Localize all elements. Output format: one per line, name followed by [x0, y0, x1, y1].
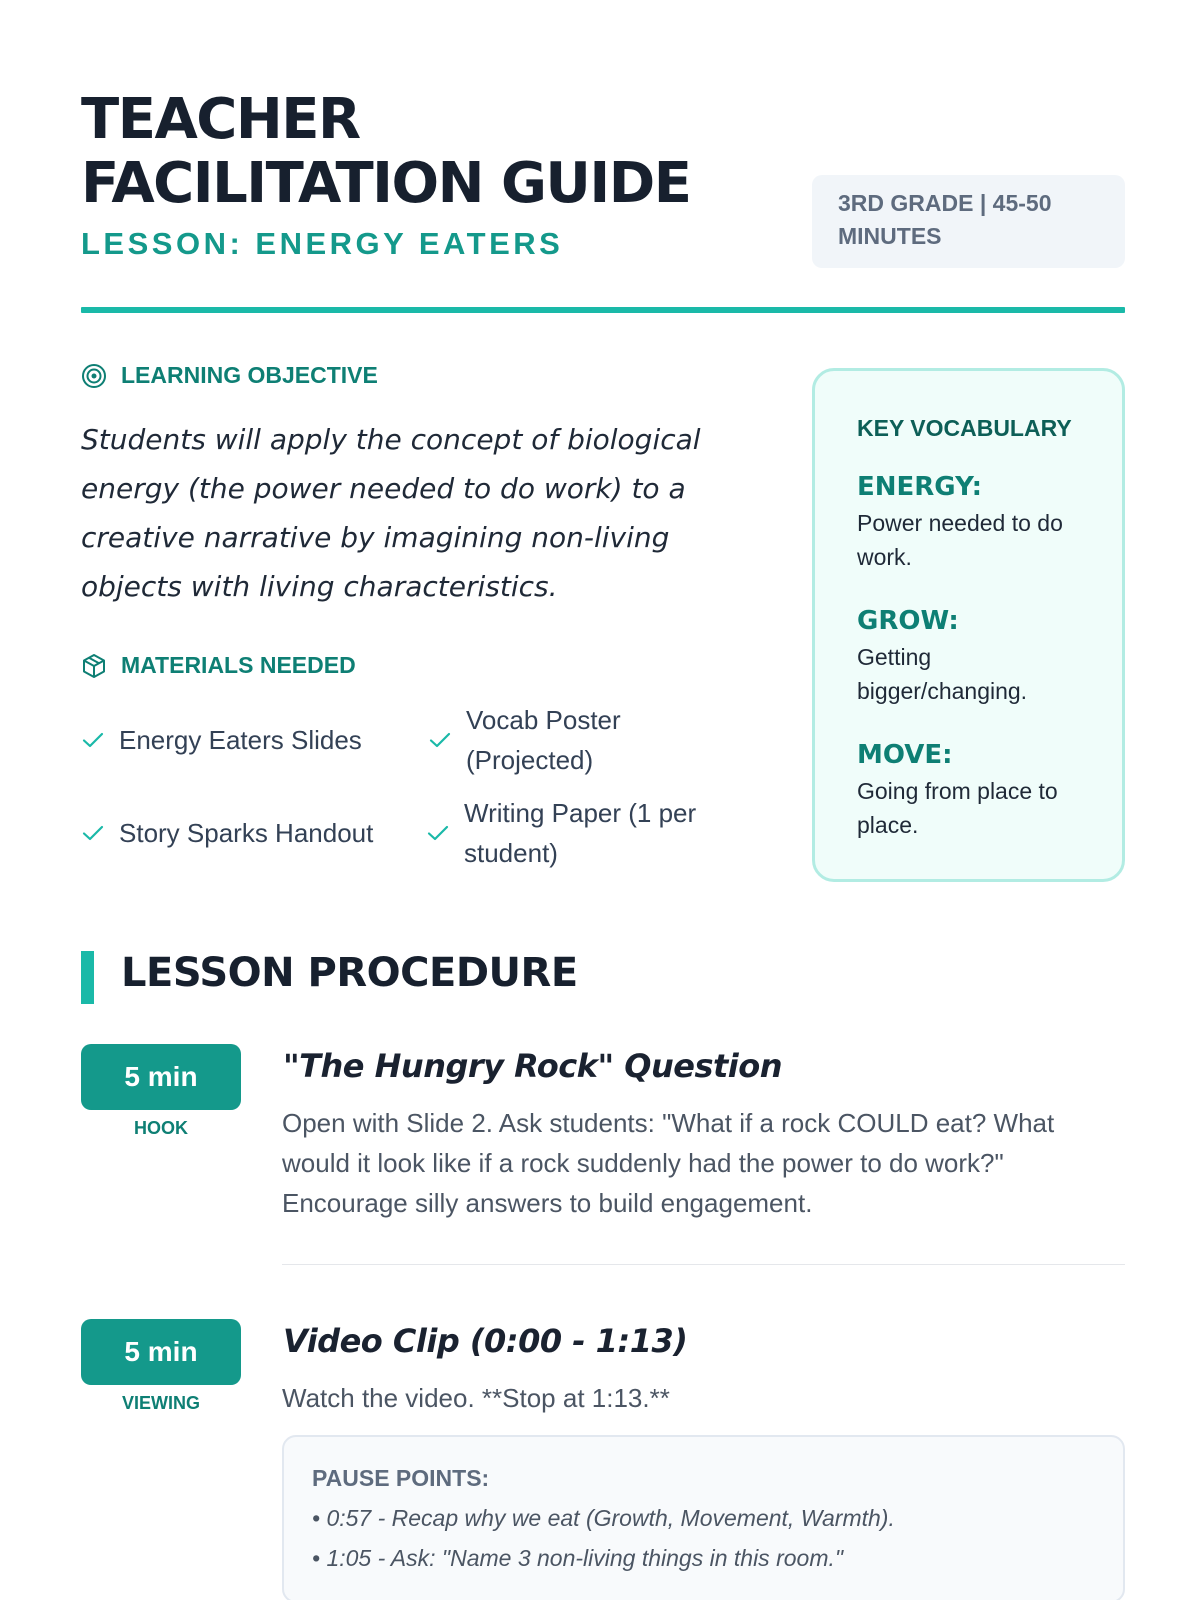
step-title: Video Clip (0:00 - 1:13) [283, 1322, 688, 1360]
grade-duration-badge: 3RD GRADE | 45-50 MINUTES [812, 175, 1125, 268]
objective-text: Students will apply the concept of biological energy (the power needed to do work) to a creative narrative by imagining non-living objects with living characteristics. [81, 423, 701, 603]
box-icon [81, 653, 107, 679]
objective-heading [81, 362, 378, 389]
check-icon [81, 727, 107, 753]
target-icon [81, 363, 107, 389]
pause-point-item: • 0:57 - Recap why we eat (Growth, Movement, Warmth). [312, 1505, 895, 1531]
step-title: "The Hungry Rock" Question [283, 1047, 783, 1085]
header-divider [81, 307, 1125, 313]
check-icon [81, 820, 107, 846]
vocab-definition: Getting bigger/changing. [857, 644, 1028, 704]
material-item [428, 700, 758, 780]
procedure-title: LESSON PROCEDURE [121, 950, 578, 996]
check-icon [426, 820, 452, 846]
material-label: Vocab Poster (Projected) [466, 705, 621, 775]
materials-label: MATERIALS NEEDED [121, 652, 356, 678]
material-label: Story Sparks Handout [119, 818, 374, 848]
step-tag: HOOK [134, 1118, 188, 1138]
step-time-badge: 5 min [81, 1044, 241, 1110]
step-body: Open with Slide 2. Ask students: "What if a rock COULD eat? What would it look like if a rock suddenly had the power to do work?" Encourage silly answers to build engagement. [282, 1108, 1055, 1218]
material-item [81, 720, 411, 760]
step-body: Watch the video. **Stop at 1:13.** [282, 1383, 670, 1413]
vocabulary-card [812, 368, 1125, 882]
materials-heading [81, 652, 356, 679]
step-divider [282, 1264, 1125, 1265]
pause-point-item: • 1:05 - Ask: "Name 3 non-living things in this room." [312, 1545, 844, 1571]
objective-label: LEARNING OBJECTIVE [121, 362, 378, 388]
material-label: Energy Eaters Slides [119, 725, 362, 755]
step-time-badge: 5 min [81, 1319, 241, 1385]
lesson-subtitle: LESSON: ENERGY EATERS [81, 226, 564, 261]
material-item [426, 793, 756, 873]
procedure-accent-bar [81, 951, 94, 1004]
vocab-term: MOVE: [857, 740, 953, 770]
pause-points-title: PAUSE POINTS: [312, 1465, 490, 1491]
step-tag: VIEWING [121, 1393, 200, 1413]
vocabulary-title: KEY VOCABULARY [857, 415, 1072, 441]
check-icon [428, 727, 454, 753]
vocab-term: ENERGY: [857, 472, 983, 502]
material-label: Writing Paper (1 per student) [464, 798, 697, 868]
vocab-definition: Power needed to do work. [857, 510, 1063, 570]
vocab-definition: Going from place to place. [857, 778, 1058, 838]
pause-points-box [282, 1435, 1125, 1600]
material-item [81, 813, 411, 853]
page-title: TEACHER FACILITATION GUIDE [81, 87, 691, 216]
vocab-term: GROW: [857, 606, 959, 636]
